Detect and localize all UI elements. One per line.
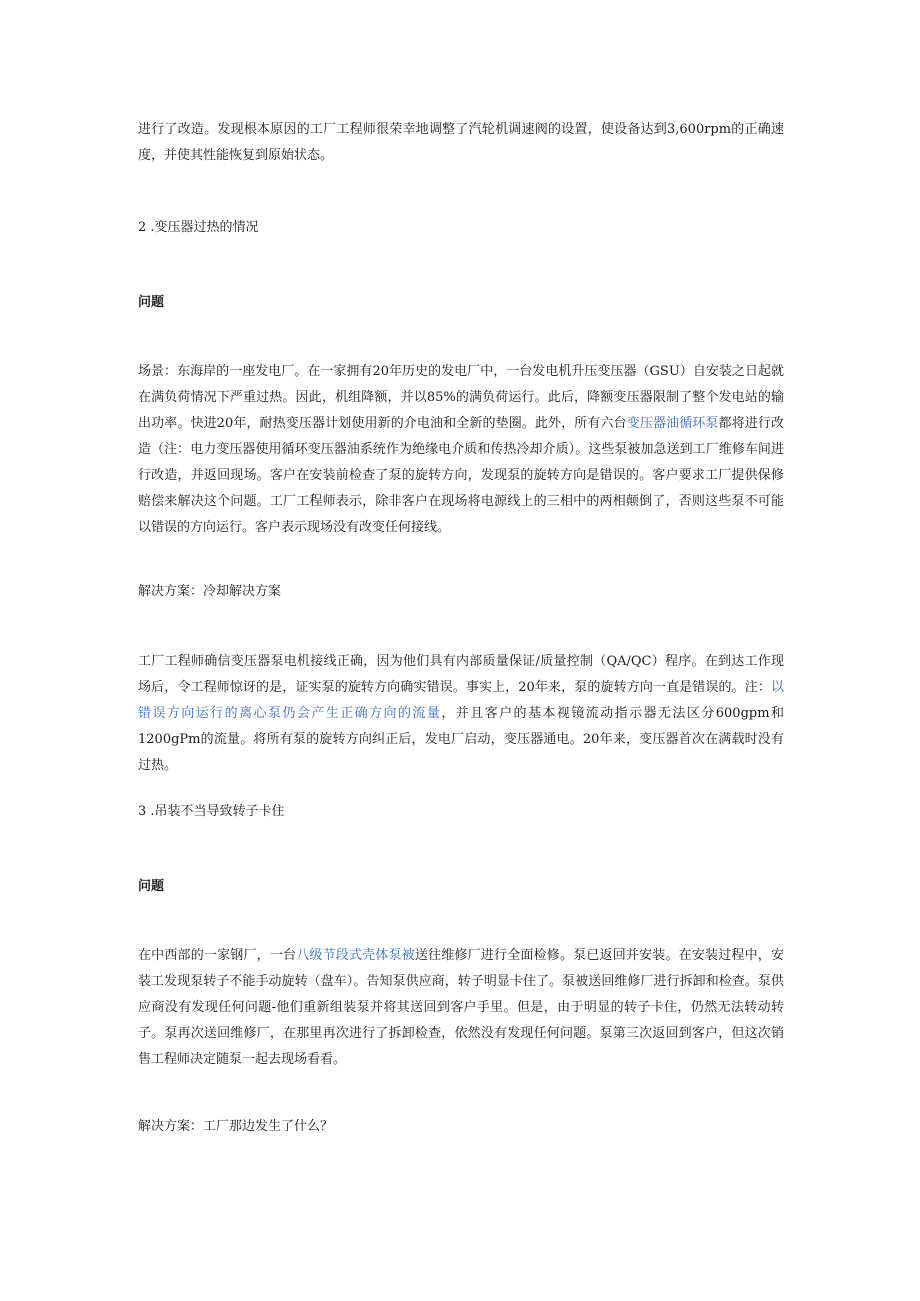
transformer-oil-pump-link[interactable]: 变压器油循环泵 bbox=[626, 416, 719, 431]
scenario-text-1: 场景：东海岸的一座发电厂。在一家拥有20年历史的发电厂中，一台发电机升压变压器（GSU）自安装之日起就在满负荷情况下严重过热。因此，机组降额，并以85%的满负荷运行。此后，降额变压器限制了整个发电站的输出功率。快进20年，耐热变压器计划使用新的介电油和全新的垫圈。此外，所有六台 bbox=[138, 364, 784, 431]
section2-title: 2 .变压器过热的情况 bbox=[138, 220, 259, 235]
section3-text-2: 送往维修厂进行全面检修。泵已返回并安装。在安装过程中，安装工发现泵转子不能手动旋转（盘车）。告知泵供应商，转子明显卡住了。泵被送回维修厂进行拆卸和检查。泵供应商没有发现任何问题-他们重新组装泵并将其送回到客户手里。但是，由于明显的转子卡住，仍然无法转动转子。泵再次送回维修厂，在那里再次进行了拆卸检查，依然没有发现任何问题。泵第三次返回到客户，但这次销售工程师决定随泵一起去现场看看。 bbox=[138, 948, 784, 1067]
section3-solution-label: 解决方案：工厂那边发生了什么？ bbox=[138, 1119, 334, 1134]
segmental-casing-pump-link[interactable]: 八级节段式壳体泵被 bbox=[296, 948, 415, 963]
section2-problem-label: 问题 bbox=[138, 295, 165, 310]
section3-problem-label: 问题 bbox=[138, 879, 165, 894]
section2-solution-label: 解决方案：冷却解决方案 bbox=[138, 584, 282, 599]
section2-scenario-paragraph bbox=[138, 359, 784, 541]
centrifugal-pump-link[interactable]: 以错误方向运行的离心泵仍会产生正确方向的流量 bbox=[138, 680, 784, 721]
section2-solution-paragraph bbox=[138, 649, 784, 779]
solution-text-1: 工厂工程师确信变压器泵电机接线正确，因为他们具有内部质量保证/质量控制（QA/QC）程序。在到达工作现场后，令工程师惊讶的是，证实泵的旋转方向确实错误。事实上，20年来，泵的旋转方向一直是错误的。注： bbox=[138, 654, 784, 695]
intro-text: 进行了改造。发现根本原因的工厂工程师很荣幸地调整了汽轮机调速阀的设置，使设备达到3,600rpm的正确速度，并使其性能恢复到原始状态。 bbox=[138, 122, 784, 163]
section3-body-paragraph bbox=[138, 943, 784, 1073]
scenario-text-2: 都将进行改造（注：电力变压器使用循环变压器油系统作为绝缘电介质和传热冷却介质）。这些泵被加急送到工厂维修车间进行改造，并返回现场。客户在安装前检查了泵的旋转方向，发现泵的旋转方向是错误的。客户要求工厂提供保修赔偿来解决这个问题。工厂工程师表示，除非客户在现场将电源线上的三相中的两相颠倒了，否则这些泵不可能以错误的方向运行。客户表示现场没有改变任何接线。 bbox=[138, 416, 784, 535]
section3-text-1: 在中西部的一家钢厂，一台 bbox=[138, 948, 297, 963]
section3-title: 3 .吊装不当导致转子卡住 bbox=[138, 804, 285, 819]
intro-paragraph bbox=[138, 117, 784, 169]
solution-text-2: ，并且客户的基本视镜流动指示器无法区分600gpm和1200gPm的流量。将所有泵的旋转方向纠正后，发电厂启动，变压器通电。20年来，变压器首次在满载时没有过热。 bbox=[138, 706, 784, 773]
